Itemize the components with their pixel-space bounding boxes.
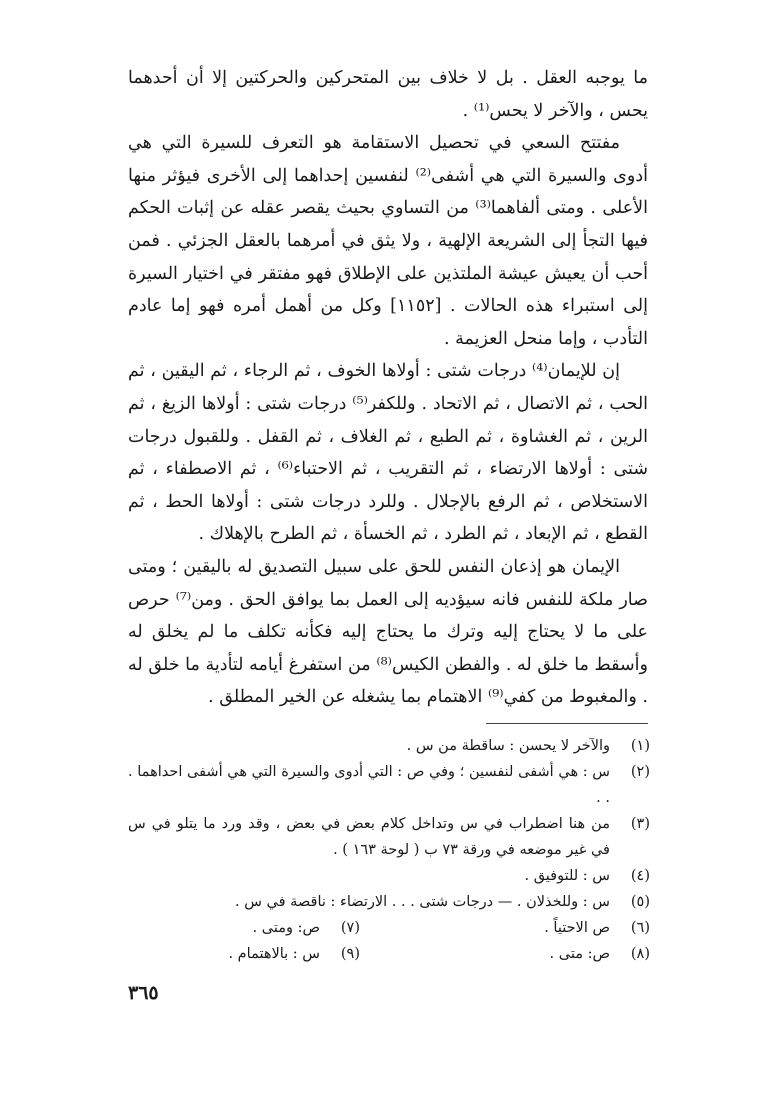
footnote-text: س : بالاهتمام .: [228, 946, 320, 962]
footnote-row: [128, 941, 650, 967]
footnote-3: [128, 811, 650, 863]
paragraph-4: الإيمان هو إذعان النفس للحق على سبيل التصديق له باليقين ؛ ومتى صار ملكة للنفس فانه سيؤديه إلى العمل بما يوافق الحق . ومن⁽⁷⁾ حرص على ما لا يحتاج إليه وترك ما يحتاج إليه فكأنه تكلف ما لم يخلق له وأسقط ما خلق له . والفطن الكيس⁽⁸⁾ من استفرغ أيامه لتأدية ما خلق له . والمغبوط من كفي⁽⁹⁾ الاهتمام بما يشغله عن الخير المطلق .: [128, 556, 648, 708]
paragraph-1: ما يوجبه العقل . بل لا خلاف بين المتحركين والحركتين إلا أن أحدهما يحس ، والآخر لا يحس⁽¹⁾ .: [128, 68, 648, 121]
footnote-5: [128, 889, 650, 915]
footnote-number: (٧): [340, 920, 360, 936]
footnote-text: ص: ومتى .: [252, 920, 320, 936]
footnote-text: ص الاحتياً .: [544, 920, 610, 936]
footnote-number: (١): [630, 738, 650, 754]
footnote-number: (٣): [630, 816, 650, 832]
footnote-divider: [486, 723, 648, 724]
footnote-4: [128, 863, 650, 889]
footnotes: [128, 733, 650, 967]
footnote-8: [360, 941, 650, 967]
paragraph-3: إن للإيمان⁽⁴⁾ درجات شتى : أولاها الخوف ، ثم الرجاء ، ثم اليقين ، ثم الحب ، ثم الاتصال ، ثم الاتحاد . وللكفر⁽⁵⁾ درجات شتى : أولاها الزيغ ، ثم الرين ، ثم الغشاوة ، ثم الطبع ، ثم الغلاف ، ثم القفل . وللقبول درجات شتى : أولاها الارتضاء ، ثم التقريب ، ثم الاحتباء⁽⁶⁾ ، ثم الاصطفاء ، ثم الاستخلاص ، ثم الرفع بالإجلال . وللرد درجات شتى : أولاها الحط ، ثم القطع ، ثم الإبعاد ، ثم الطرد ، ثم الخسأة ، ثم الطرح بالإهلاك .: [128, 361, 649, 545]
footnote-2: [128, 759, 650, 811]
footnote-number: (٩): [340, 946, 360, 962]
page-number: ٣٦٥: [128, 982, 159, 1004]
footnote-text: والآخر لا يحسن : ساقطة من س .: [406, 738, 610, 754]
footnote-6: [360, 915, 650, 941]
footnote-text: س : هي أشفى لنفسين ؛ وفي ص : التي أدوى والسيرة التي هي أشفى احداهما . . .: [128, 764, 610, 806]
footnote-number: (٥): [630, 894, 650, 910]
footnote-row: [128, 915, 650, 941]
footnote-9: [128, 941, 360, 967]
footnote-7: [128, 915, 360, 941]
paragraph-2: مفتتح السعي في تحصيل الاستقامة هو التعرف للسيرة التي هي أدوى والسيرة التي هي أشفى⁽²⁾ لنفسين إحداهما إلى الأخرى فيؤثر منها الأعلى . ومتى ألفاهما⁽³⁾ من التساوي بحيث يقصر عقله عن إثبات الحكم فيها التجأ إلى الشريعة الإلهية ، ولا يثق في أمرهما بالعقل الجزئي . فمن أحب أن يعيش عيشة الملتذين على الإطلاق فهو مفتقر في اختيار السيرة إلى استبراء هذه الحالات . [١١٥٢] وكل من أهمل أمره فهو إما عادم التأدب ، وإما منحل العزيمة .: [128, 133, 648, 349]
footnote-1: [128, 733, 650, 759]
main-text: [128, 62, 648, 714]
footnote-text: س : للتوفيق .: [524, 868, 610, 884]
footnote-number: (٤): [630, 868, 650, 884]
footnote-text: س : وللخذلان . — درجات شتى . . . الارتضاء : ناقصة في س .: [235, 894, 610, 910]
footnote-text: من هنا اضطراب في س وتداخل كلام بعض في بعض ، وقد ورد ما يتلو في س في غير موضعه في ورقة ٧٣ ب ( لوحة ١٦٣ ) .: [128, 816, 610, 858]
footnote-text: ص: متى .: [549, 946, 610, 962]
footnote-number: (٢): [630, 764, 650, 780]
footnote-number: (٦): [630, 920, 650, 936]
footnote-number: (٨): [630, 946, 650, 962]
